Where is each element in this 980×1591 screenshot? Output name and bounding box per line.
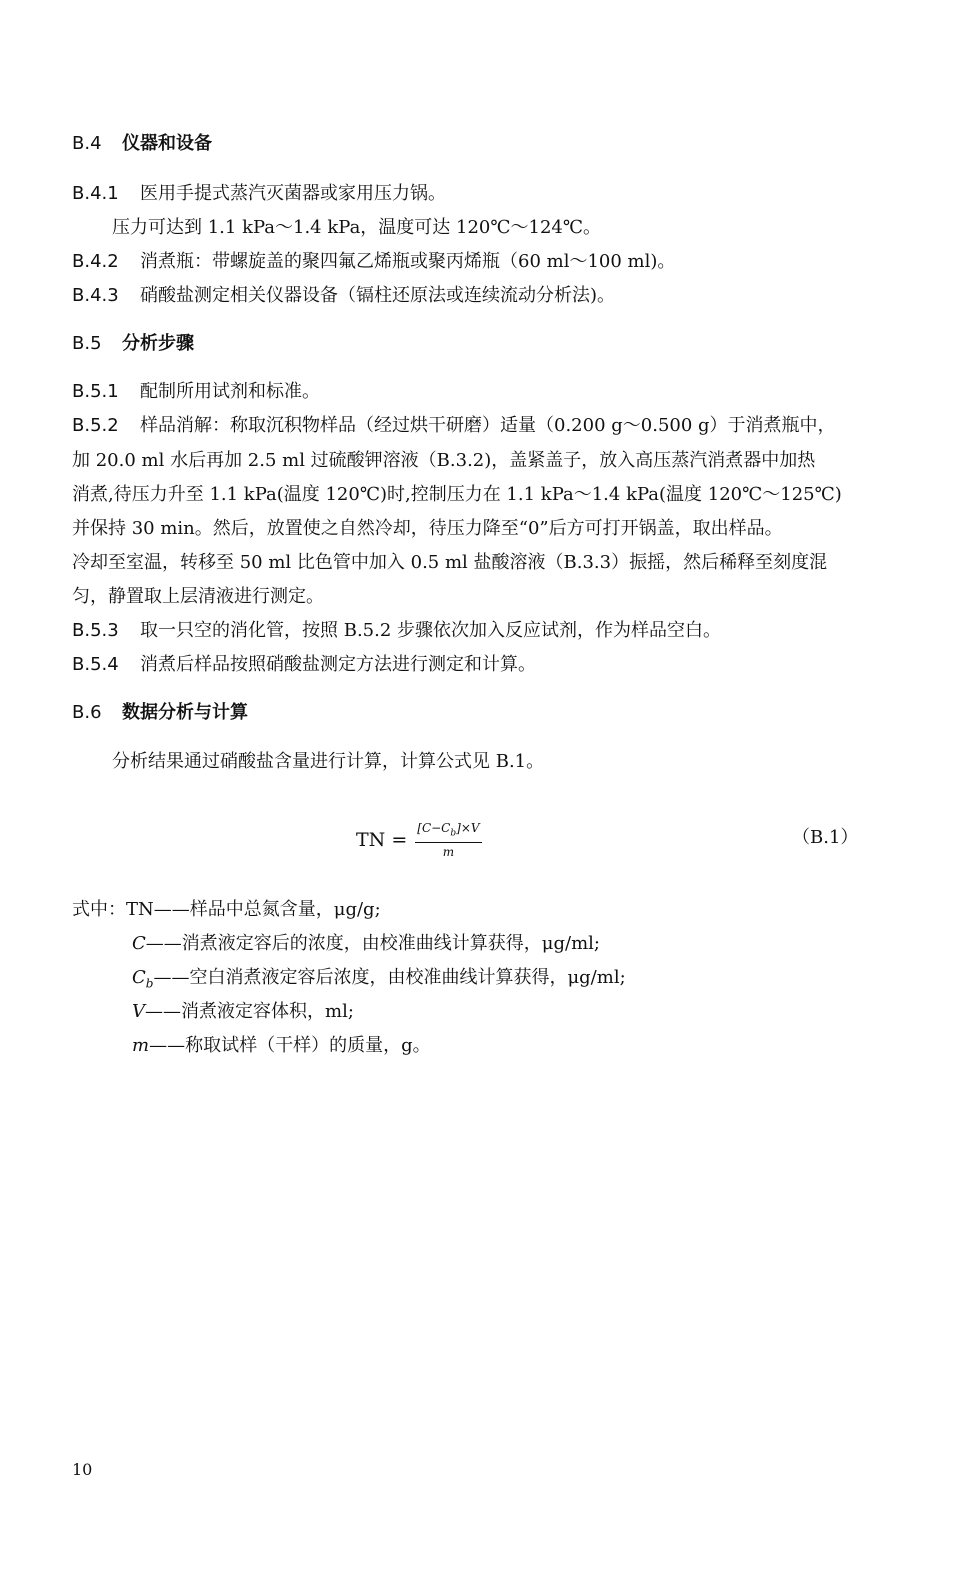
where-description: ——空白消煮液定容后浓度，由校准曲线计算获得，μg/ml;	[153, 967, 626, 988]
clause-b41-continuation: 压力可达到 1.1 kPa～1.4 kPa，温度可达 120℃～124℃。	[112, 217, 602, 238]
clause-number: B.5.1	[72, 381, 119, 402]
equation-label: （B.1）	[792, 827, 859, 848]
clause-text: 配制所用试剂和标准。	[140, 381, 320, 402]
where-item	[132, 1034, 431, 1058]
clause-number: B.5.4	[72, 654, 119, 675]
where-symbol: V	[132, 1001, 145, 1022]
clause-text: 医用手提式蒸汽灭菌器或家用压力锅。	[140, 183, 446, 204]
numerator-end: ]×V	[456, 820, 480, 835]
clause-b54	[72, 653, 536, 677]
where-description: ——消煮液定容体积，ml;	[145, 1001, 354, 1022]
section-heading-b4	[72, 132, 212, 156]
clause-b52-line: 加 20.0 ml 水后再加 2.5 ml 过硫酸钾溶液（B.3.2)，盖紧盖子，放入高压蒸汽消煮器中加热	[72, 450, 816, 471]
numerator-subscript: b	[450, 828, 457, 839]
formula-lhs: TN =	[356, 829, 408, 851]
section-title: 数据分析与计算	[122, 702, 248, 723]
clause-b51	[72, 380, 320, 404]
where-symbol: C	[132, 933, 146, 954]
clause-b52-line: 匀，静置取上层清液进行测定。	[72, 586, 324, 607]
where-subscript: b	[145, 976, 154, 991]
clause-text: 消煮瓶：带螺旋盖的聚四氟乙烯瓶或聚丙烯瓶（60 ml～100 ml)。	[140, 251, 676, 272]
where-description: ——称取试样（干样）的质量，g。	[149, 1035, 431, 1056]
clause-b52-line: 并保持 30 min。然后，放置使之自然冷却，待压力降至“0”后方可打开锅盖，取出样品。	[72, 518, 783, 539]
clause-text: 取一只空的消化管，按照 B.5.2 步骤依次加入反应试剂，作为样品空白。	[140, 620, 722, 641]
formula-b1	[356, 818, 482, 862]
clause-b42	[72, 250, 675, 274]
clause-number: B.4.2	[72, 251, 119, 272]
clause-b52-line: 消煮,待压力升至 1.1 kPa(温度 120℃)时,控制压力在 1.1 kPa～1.4 kPa(温度 120℃～125℃)	[72, 484, 842, 505]
clause-b53	[72, 619, 721, 643]
section-title: 仪器和设备	[122, 133, 212, 154]
where-lead: 式中：	[72, 899, 126, 920]
formula-fraction	[415, 820, 481, 860]
clause-number: B.5.3	[72, 620, 119, 641]
page-number: 10	[72, 1460, 93, 1479]
clause-text: 硝酸盐测定相关仪器设备（镉柱还原法或连续流动分析法)。	[140, 285, 616, 306]
clause-b52	[72, 414, 836, 438]
section-number: B.4	[72, 133, 102, 154]
section-number: B.5	[72, 333, 102, 354]
where-item	[132, 932, 600, 956]
section-heading-b5	[72, 332, 194, 356]
clause-text: 样品消解：称取沉积物样品（经过烘干研磨）适量（0.200 g～0.500 g）于消煮瓶中，	[140, 415, 836, 436]
formula-numerator	[415, 820, 481, 843]
where-item	[132, 966, 626, 996]
numerator-text: [C−C	[417, 820, 451, 835]
where-description: ——样品中总氮含量，μg/g;	[153, 899, 381, 920]
clause-b52-line: 冷却至室温，转移至 50 ml 比色管中加入 0.5 ml 盐酸溶液（B.3.3）振摇，然后稀释至刻度混	[72, 552, 828, 573]
where-symbol: TN	[126, 899, 154, 920]
calculation-intro: 分析结果通过硝酸盐含量进行计算，计算公式见 B.1。	[112, 751, 545, 772]
where-symbol: m	[132, 1035, 150, 1056]
section-number: B.6	[72, 702, 102, 723]
clause-b41	[72, 182, 446, 206]
clause-text: 消煮后样品按照硝酸盐测定方法进行测定和计算。	[140, 654, 536, 675]
clause-b43	[72, 284, 615, 308]
where-description: ——消煮液定容后的浓度，由校准曲线计算获得，μg/ml;	[145, 933, 600, 954]
clause-number: B.4.1	[72, 183, 119, 204]
formula-denominator: m	[442, 845, 455, 860]
clause-number: B.5.2	[72, 415, 119, 436]
section-title: 分析步骤	[122, 333, 194, 354]
where-item	[132, 1000, 354, 1024]
where-item	[72, 898, 381, 922]
clause-number: B.4.3	[72, 285, 119, 306]
where-symbol: C	[132, 967, 146, 988]
section-heading-b6	[72, 701, 248, 725]
